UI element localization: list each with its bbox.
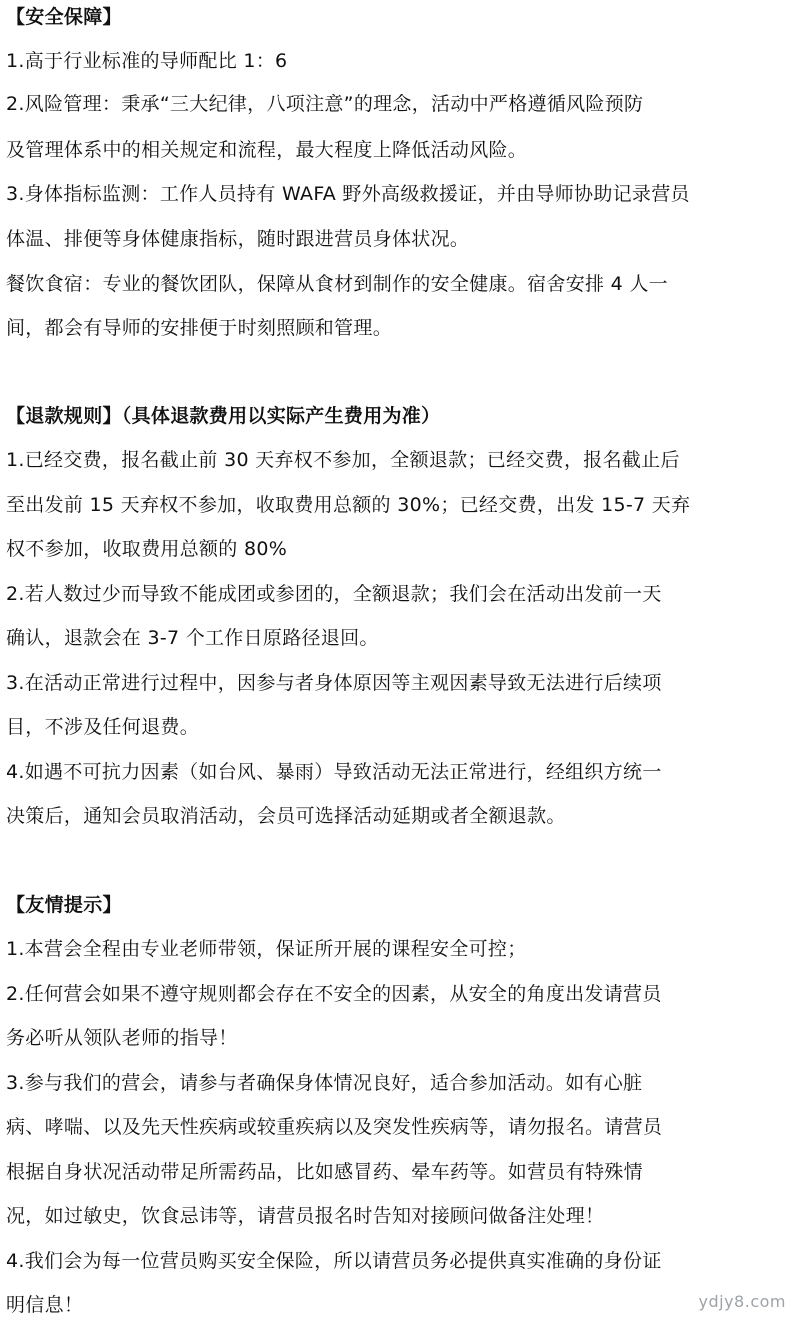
refund-line: 目，不涉及任何退费。 xyxy=(6,716,200,738)
refund-line: 至出发前 15 天弃权不参加，收取费用总额的 30%；已经交费，出发 15-7 天弃 xyxy=(6,494,691,516)
tips-line: 病、哮喘、以及先天性疾病或较重疾病以及突发性疾病等，请勿报名。请营员 xyxy=(6,1116,663,1138)
tips-line: 务必听从领队老师的指导！ xyxy=(6,1027,238,1049)
tips-line: 况，如过敏史，饮食忌讳等，请营员报名时告知对接顾问做备注处理！ xyxy=(6,1205,605,1227)
tips-line: 根据自身状况活动带足所需药品，比如感冒药、晕车药等。如营员有特殊情 xyxy=(6,1161,643,1183)
site-watermark: ydjy8.com xyxy=(698,1292,786,1311)
refund-line: 4.如遇不可抗力因素（如台风、暴雨）导致活动无法正常进行，经组织方统一 xyxy=(6,761,662,783)
tips-heading: 【友情提示】 xyxy=(6,894,122,916)
safety-heading: 【安全保障】 xyxy=(6,6,122,28)
refund-line: 决策后，通知会员取消活动，会员可选择活动延期或者全额退款。 xyxy=(6,805,566,827)
tips-line: 3.参与我们的营会，请参与者确保身体情况良好，适合参加活动。如有心脏 xyxy=(6,1072,643,1094)
refund-line: 1.已经交费，报名截止前 30 天弃权不参加，全额退款；已经交费，报名截止后 xyxy=(6,449,680,471)
safety-line: 体温、排便等身体健康指标，随时跟进营员身体状况。 xyxy=(6,228,470,250)
safety-line: 间，都会有导师的安排便于时刻照顾和管理。 xyxy=(6,317,393,339)
safety-line: 3.身体指标监测：工作人员持有 WAFA 野外高级救援证，并由导师协助记录营员 xyxy=(6,183,690,205)
safety-line: 及管理体系中的相关规定和流程，最大程度上降低活动风险。 xyxy=(6,139,528,161)
refund-line: 3.在活动正常进行过程中，因参与者身体原因等主观因素导致无法进行后续项 xyxy=(6,672,662,694)
safety-line: 2.风险管理：秉承“三大纪律，八项注意”的理念，活动中严格遵循风险预防 xyxy=(6,93,644,115)
refund-line: 确认，退款会在 3-7 个工作日原路径退回。 xyxy=(6,627,379,649)
tips-line: 1.本营会全程由专业老师带领，保证所开展的课程安全可控； xyxy=(6,938,527,960)
refund-line: 权不参加，收取费用总额的 80% xyxy=(6,538,288,560)
refund-line: 2.若人数过少而导致不能成团或参团的，全额退款；我们会在活动出发前一天 xyxy=(6,583,662,605)
tips-line: 明信息！ xyxy=(6,1294,84,1316)
safety-line: 餐饮食宿：专业的餐饮团队，保障从食材到制作的安全健康。宿舍安排 4 人一 xyxy=(6,273,668,295)
tips-line: 2.任何营会如果不遵守规则都会存在不安全的因素，从安全的角度出发请营员 xyxy=(6,983,662,1005)
tips-line: 4.我们会为每一位营员购买安全保险，所以请营员务必提供真实准确的身份证 xyxy=(6,1250,662,1272)
refund-heading: 【退款规则】（具体退款费用以实际产生费用为准） xyxy=(6,405,441,427)
safety-line: 1.高于行业标准的导师配比 1：6 xyxy=(6,50,288,72)
